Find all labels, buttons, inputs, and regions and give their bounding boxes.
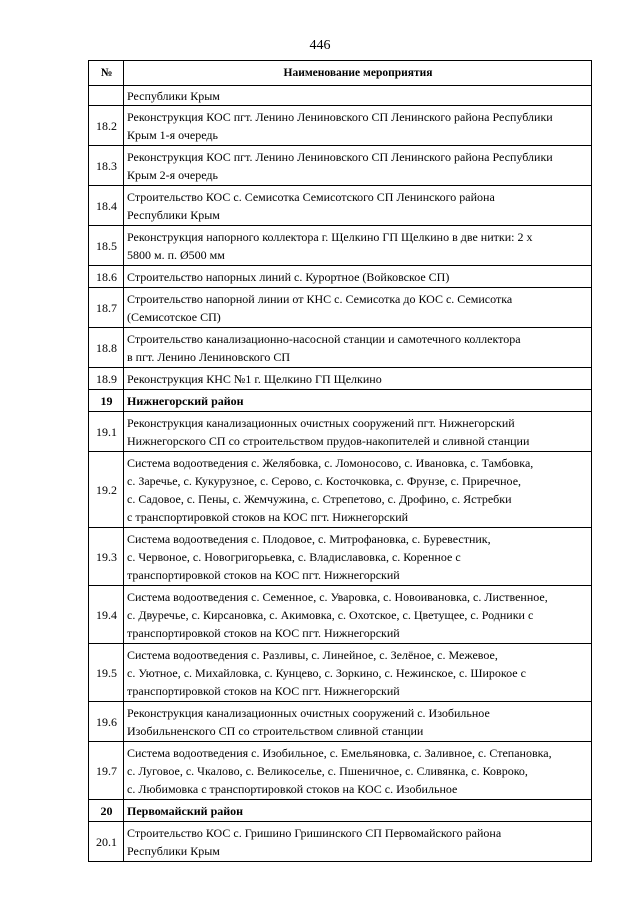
- table-row: [89, 288, 592, 328]
- table-row: [89, 702, 592, 742]
- row-number: [89, 86, 124, 106]
- section-row: [89, 800, 592, 822]
- row-name: Строительство КОС с. Гришино Гришинского СП Первомайского района Республики Крым: [124, 822, 592, 862]
- table-row: [89, 186, 592, 226]
- table-row: [89, 452, 592, 528]
- row-number: 18.8: [89, 328, 124, 368]
- row-name: Система водоотведения с. Плодовое, с. Митрофановка, с. Буревестник, с. Червоное, с. Новогригорьевка, с. Владиславовка, с. Коренное с транспортировкой стоков на КОС пгт. Нижнегорский: [124, 528, 592, 586]
- row-number: 19.7: [89, 742, 124, 800]
- row-name: Строительство напорной линии от КНС с. Семисотка до КОС с. Семисотка (Семисотское СП): [124, 288, 592, 328]
- row-name: Республики Крым: [124, 86, 592, 106]
- page-number: 446: [309, 38, 331, 53]
- column-header-number: №: [89, 61, 124, 86]
- table-row: [89, 226, 592, 266]
- row-name: Реконструкция напорного коллектора г. Щелкино ГП Щелкино в две нитки: 2 х 5800 м. п. Ø500 мм: [124, 226, 592, 266]
- table-row: [89, 822, 592, 862]
- column-header-name: Наименование мероприятия: [124, 61, 592, 86]
- table-row: [89, 586, 592, 644]
- table-row: [89, 528, 592, 586]
- row-number: 19.2: [89, 452, 124, 528]
- row-number: 18.6: [89, 266, 124, 288]
- row-name: Система водоотведения с. Желябовка, с. Ломоносово, с. Ивановка, с. Тамбовка, с. Заречье, с. Кукурузное, с. Серово, с. Косточковка, с. Фрунзе, с. Приречное, с. Садовое, с. Пены, с. Жемчужина, с. Стрепетово, с. Дрофино, с. Ястребки с транспортировкой стоков на КОС пгт. Нижнегорский: [124, 452, 592, 528]
- row-name: Реконструкция КНС №1 г. Щелкино ГП Щелкино: [124, 368, 592, 390]
- row-number: 19.3: [89, 528, 124, 586]
- table-row: [89, 328, 592, 368]
- table-row: [89, 368, 592, 390]
- table-row: [89, 86, 592, 106]
- table-row: [89, 266, 592, 288]
- row-number: 19.1: [89, 412, 124, 452]
- table-row: [89, 146, 592, 186]
- section-row: [89, 390, 592, 412]
- row-number: 18.9: [89, 368, 124, 390]
- row-name: Реконструкция канализационных очистных сооружений пгт. Нижнегорский Нижнегорского СП со строительством прудов-накопителей и сливной станции: [124, 412, 592, 452]
- row-name: Первомайский район: [124, 800, 592, 822]
- table-row: [89, 742, 592, 800]
- row-number: 18.2: [89, 106, 124, 146]
- row-name: Строительство КОС с. Семисотка Семисотского СП Ленинского района Республики Крым: [124, 186, 592, 226]
- row-number: 19.4: [89, 586, 124, 644]
- row-name: Реконструкция канализационных очистных сооружений с. Изобильное Изобильненского СП со строительством сливной станции: [124, 702, 592, 742]
- row-number: 19.5: [89, 644, 124, 702]
- table-header-row: [89, 61, 592, 86]
- row-name: Строительство напорных линий с. Курортное (Войковское СП): [124, 266, 592, 288]
- row-number: 19: [89, 390, 124, 412]
- row-name: Реконструкция КОС пгт. Ленино Лениновского СП Ленинского района Республики Крым 2-я очередь: [124, 146, 592, 186]
- table-body: [89, 86, 592, 862]
- row-number: 20: [89, 800, 124, 822]
- row-number: 18.7: [89, 288, 124, 328]
- row-number: 18.3: [89, 146, 124, 186]
- row-name: Система водоотведения с. Изобильное, с. Емельяновка, с. Заливное, с. Степановка, с. Луговое, с. Чкалово, с. Великоселье, с. Пшеничное, с. Сливянка, с. Ковроко, с. Любимовка с транспортировкой стоков на КОС с. Изобильное: [124, 742, 592, 800]
- row-name: Нижнегорский район: [124, 390, 592, 412]
- row-name: Система водоотведения с. Семенное, с. Уваровка, с. Новоивановка, с. Лиственное, с. Двуречье, с. Кирсановка, с. Акимовка, с. Охотское, с. Цветущее, с. Родники с транспортировкой стоков на КОС пгт. Нижнегорский: [124, 586, 592, 644]
- row-number: 20.1: [89, 822, 124, 862]
- row-name: Строительство канализационно-насосной станции и самотечного коллектора в пгт. Ленино Лениновского СП: [124, 328, 592, 368]
- row-name: Реконструкция КОС пгт. Ленино Лениновского СП Ленинского района Республики Крым 1-я очередь: [124, 106, 592, 146]
- row-number: 19.6: [89, 702, 124, 742]
- row-number: 18.5: [89, 226, 124, 266]
- row-number: 18.4: [89, 186, 124, 226]
- table-row: [89, 412, 592, 452]
- table-row: [89, 106, 592, 146]
- row-name: Система водоотведения с. Разливы, с. Линейное, с. Зелёное, с. Межевое, с. Уютное, с. Михайловка, с. Кунцево, с. Зоркино, с. Нежинское, с. Широкое с транспортировкой стоков на КОС пгт. Нижнегорский: [124, 644, 592, 702]
- measures-table: [88, 60, 592, 862]
- table-row: [89, 644, 592, 702]
